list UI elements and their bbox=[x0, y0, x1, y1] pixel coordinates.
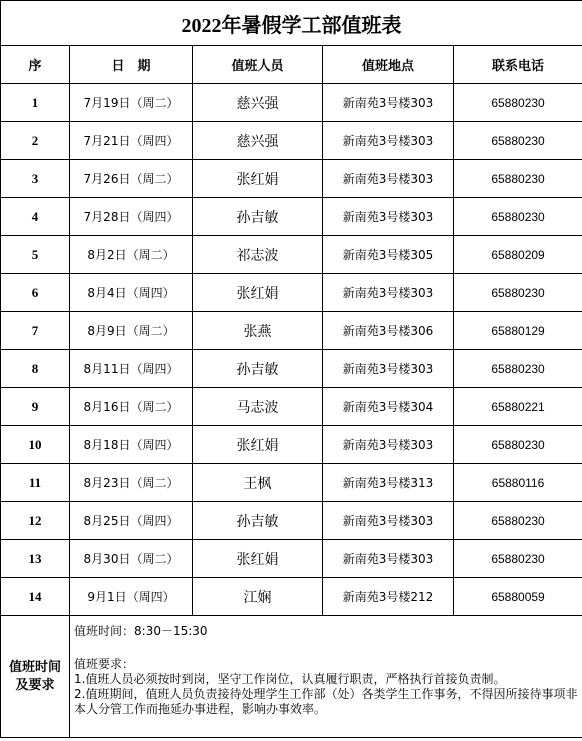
cell-person: 王枫 bbox=[193, 464, 323, 502]
requirements-title: 值班要求： bbox=[74, 657, 135, 671]
requirement-1: 1.值班人员必须按时到岗，坚守工作岗位，认真履行职责，严格执行首接负责制。 bbox=[74, 672, 506, 686]
cell-date: 7月26日（周二） bbox=[70, 160, 193, 198]
cell-location: 新南苑3号楼303 bbox=[323, 160, 454, 198]
table-row bbox=[1, 122, 582, 160]
cell-date: 8月16日（周二） bbox=[70, 388, 193, 426]
table-row bbox=[1, 198, 582, 236]
footer-label-line2: 及要求 bbox=[15, 677, 55, 693]
header-date: 日 期 bbox=[70, 46, 193, 84]
cell-seq: 1 bbox=[1, 84, 70, 122]
cell-date: 8月23日（周二） bbox=[70, 464, 193, 502]
cell-date: 8月9日（周二） bbox=[70, 312, 193, 350]
requirement-2: 2.值班期间，值班人员负责接待处理学生工作部（处）各类学生工作事务，不得因所接待事项非本人分管工作而拖延办事进程，影响办事效率。 bbox=[74, 687, 578, 716]
table-row bbox=[1, 426, 582, 464]
cell-person: 张红娟 bbox=[193, 160, 323, 198]
table-row bbox=[1, 578, 582, 616]
cell-seq: 10 bbox=[1, 426, 70, 464]
table-row bbox=[1, 540, 582, 578]
cell-person: 孙吉敏 bbox=[193, 350, 323, 388]
cell-date: 8月18日（周四） bbox=[70, 426, 193, 464]
cell-location: 新南苑3号楼303 bbox=[323, 122, 454, 160]
table-row bbox=[1, 312, 582, 350]
header-row bbox=[1, 46, 582, 84]
cell-phone: 65880230 bbox=[454, 274, 582, 312]
cell-seq: 8 bbox=[1, 350, 70, 388]
cell-person: 孙吉敏 bbox=[193, 198, 323, 236]
cell-seq: 7 bbox=[1, 312, 70, 350]
cell-phone: 65880059 bbox=[454, 578, 582, 616]
page-title: 2022年暑假学工部值班表 bbox=[1, 1, 582, 46]
cell-phone: 65880230 bbox=[454, 502, 582, 540]
cell-seq: 6 bbox=[1, 274, 70, 312]
table-row bbox=[1, 464, 582, 502]
cell-seq: 9 bbox=[1, 388, 70, 426]
cell-seq: 5 bbox=[1, 236, 70, 274]
cell-date: 7月28日（周四） bbox=[70, 198, 193, 236]
cell-seq: 11 bbox=[1, 464, 70, 502]
cell-location: 新南苑3号楼313 bbox=[323, 464, 454, 502]
cell-person: 孙吉敏 bbox=[193, 502, 323, 540]
table-row bbox=[1, 236, 582, 274]
duty-time-text: 值班时间：8:30－15:30 bbox=[74, 624, 208, 638]
table-row bbox=[1, 84, 582, 122]
cell-seq: 2 bbox=[1, 122, 70, 160]
header-seq: 序 bbox=[1, 46, 70, 84]
footer-row bbox=[1, 616, 582, 738]
cell-phone: 65880230 bbox=[454, 198, 582, 236]
header-phone: 联系电话 bbox=[454, 46, 582, 84]
cell-seq: 13 bbox=[1, 540, 70, 578]
cell-date: 8月4日（周四） bbox=[70, 274, 193, 312]
cell-seq: 14 bbox=[1, 578, 70, 616]
cell-person: 张燕 bbox=[193, 312, 323, 350]
cell-date: 7月21日（周四） bbox=[70, 122, 193, 160]
cell-date: 7月19日（周二） bbox=[70, 84, 193, 122]
cell-phone: 65880230 bbox=[454, 160, 582, 198]
table-row bbox=[1, 350, 582, 388]
cell-phone: 65880221 bbox=[454, 388, 582, 426]
cell-person: 祁志波 bbox=[193, 236, 323, 274]
cell-seq: 3 bbox=[1, 160, 70, 198]
cell-location: 新南苑3号楼304 bbox=[323, 388, 454, 426]
cell-location: 新南苑3号楼306 bbox=[323, 312, 454, 350]
cell-location: 新南苑3号楼305 bbox=[323, 236, 454, 274]
cell-location: 新南苑3号楼303 bbox=[323, 274, 454, 312]
cell-date: 8月11日（周四） bbox=[70, 350, 193, 388]
cell-person: 张红娟 bbox=[193, 426, 323, 464]
cell-location: 新南苑3号楼212 bbox=[323, 578, 454, 616]
cell-location: 新南苑3号楼303 bbox=[323, 84, 454, 122]
cell-person: 马志波 bbox=[193, 388, 323, 426]
cell-location: 新南苑3号楼303 bbox=[323, 426, 454, 464]
table-row bbox=[1, 274, 582, 312]
cell-phone: 65880129 bbox=[454, 312, 582, 350]
header-person: 值班人员 bbox=[193, 46, 323, 84]
cell-person: 张红娟 bbox=[193, 274, 323, 312]
footer-content bbox=[70, 616, 582, 738]
table-row bbox=[1, 388, 582, 426]
cell-phone: 65880230 bbox=[454, 122, 582, 160]
header-location: 值班地点 bbox=[323, 46, 454, 84]
cell-phone: 65880230 bbox=[454, 540, 582, 578]
cell-person: 慈兴强 bbox=[193, 84, 323, 122]
footer-label bbox=[1, 616, 70, 738]
cell-phone: 65880209 bbox=[454, 236, 582, 274]
cell-person: 张红娟 bbox=[193, 540, 323, 578]
cell-location: 新南苑3号楼303 bbox=[323, 540, 454, 578]
cell-phone: 65880230 bbox=[454, 426, 582, 464]
cell-seq: 4 bbox=[1, 198, 70, 236]
cell-date: 8月25日（周四） bbox=[70, 502, 193, 540]
cell-seq: 12 bbox=[1, 502, 70, 540]
cell-location: 新南苑3号楼303 bbox=[323, 502, 454, 540]
cell-person: 江娴 bbox=[193, 578, 323, 616]
footer-label-line1: 值班时间 bbox=[8, 659, 61, 675]
cell-location: 新南苑3号楼303 bbox=[323, 198, 454, 236]
cell-person: 慈兴强 bbox=[193, 122, 323, 160]
table-row bbox=[1, 160, 582, 198]
cell-phone: 65880230 bbox=[454, 350, 582, 388]
table-row bbox=[1, 502, 582, 540]
cell-date: 8月30日（周二） bbox=[70, 540, 193, 578]
cell-date: 8月2日（周二） bbox=[70, 236, 193, 274]
cell-phone: 65880230 bbox=[454, 84, 582, 122]
cell-location: 新南苑3号楼303 bbox=[323, 350, 454, 388]
cell-date: 9月1日（周四） bbox=[70, 578, 193, 616]
cell-phone: 65880116 bbox=[454, 464, 582, 502]
